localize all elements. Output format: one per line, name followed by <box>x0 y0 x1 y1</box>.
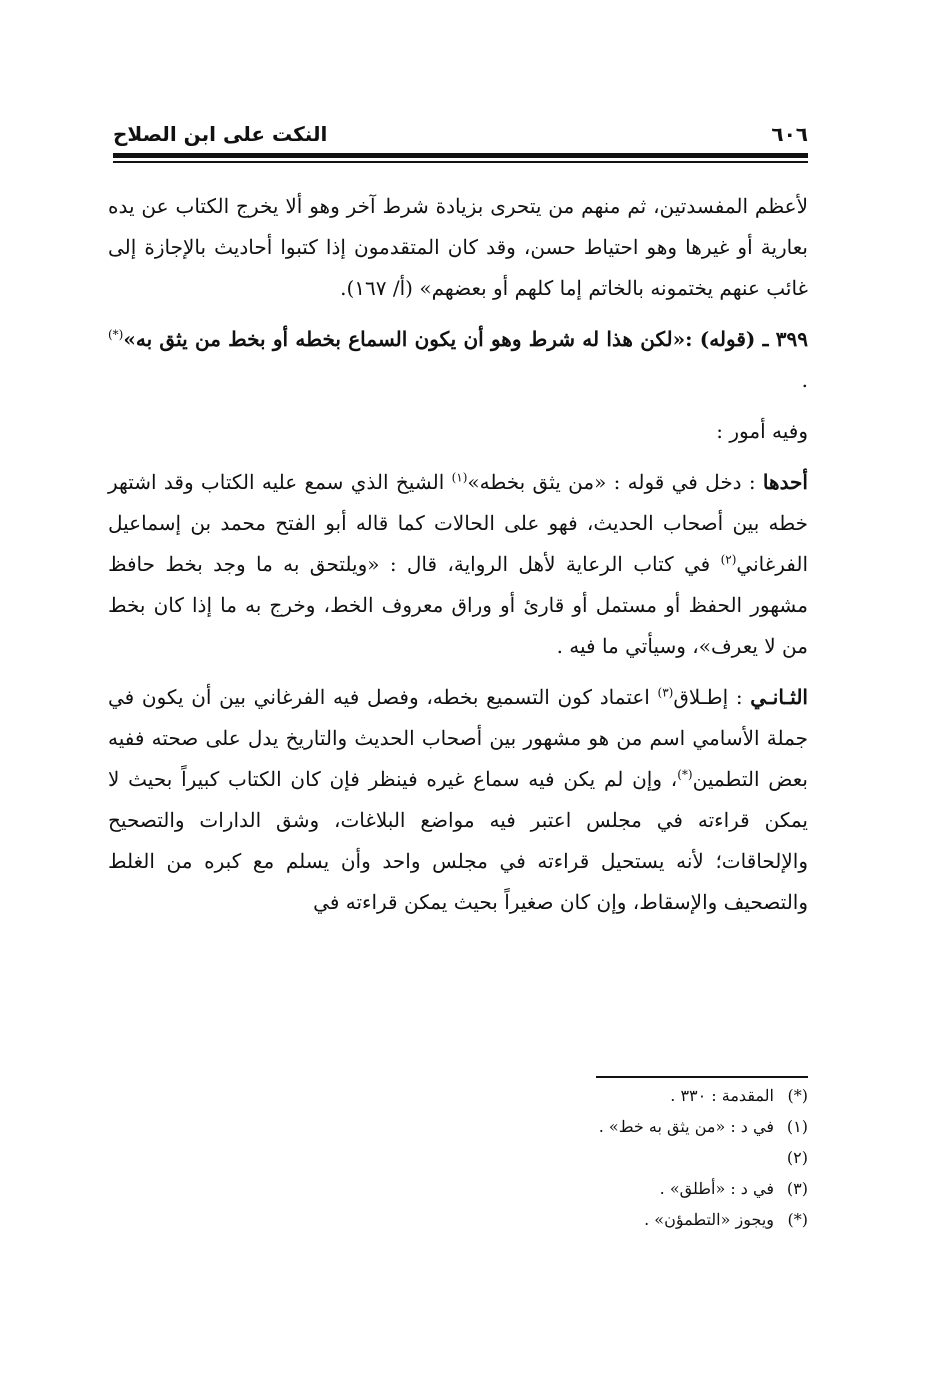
point-two-label: الثـانـي <box>750 685 808 709</box>
footnote-text: ويجوز «التطمؤن» . <box>644 1210 774 1229</box>
footnote-mark: (٣) <box>786 1179 808 1198</box>
paragraph-5-text-c: ، وإن لم يكن فيه سماع غيره فينظر فإن كان الكتاب كبيراً بحيث لا يمكن قراءته في مجلس اعتبر فيه مواضع البلاغات، وشق الدارات والتصحيح والإلحاقات؛ لأنه يستحيل قراءته في مجلس واحد وأن يسلم مع كبره من الغلط والتصحيف والإسقاط، وإن كان صغيراً بحيث يمكن قراءته في <box>108 767 808 914</box>
footnotes <box>308 1080 808 1235</box>
footnote <box>308 1204 808 1235</box>
note-ref-2: (٢) <box>720 552 737 567</box>
paragraph-4-text-c: في كتاب الرعاية لأهل الرواية، قال : «ويلتحق به ما وجد بخط حافظ مشهور الحفظ أو مستمل أو قارئ أو وراق معروف الخط، وخرج به ما إذا كان بخط من لا يعرف»، وسيأتي ما فيه . <box>108 552 808 658</box>
note-ref-1: (١) <box>451 470 468 485</box>
paragraph-4 <box>108 462 808 667</box>
footnote <box>308 1111 808 1142</box>
footnote-text: في د : «أطلق» . <box>659 1179 774 1198</box>
footnote <box>308 1173 808 1204</box>
running-head <box>113 116 808 146</box>
paragraph-5 <box>108 677 808 923</box>
note-ref-star: (*) <box>108 327 124 342</box>
header-rule-thick <box>113 153 808 158</box>
paragraph-1: لأعظم المفسدتين، ثم منهم من يتحرى بزيادة شرط آخر وهو ألا يخرج الكتاب عن يده بعارية أو غيرها وهو احتياط حسن، وقد كان المتقدمون إذا كتبوا أحاديث بالإجازة إلى غائب عنهم يختمونه بالخاتم إما كلهم أو بعضهم» (أ/ ١٦٧). <box>108 194 808 300</box>
footnote <box>308 1142 808 1173</box>
header-rule-thin <box>113 161 808 163</box>
note-ref-star-2: (*) <box>677 767 693 782</box>
footnote-text: في د : «من يثق به خط» . <box>598 1117 774 1136</box>
paragraph-2-quote <box>108 319 808 401</box>
quote-heading: ٣٩٩ ـ (قوله) :«لكن هذا له شرط وهو أن يكون السماع بخطه أو بخط من يثق به» <box>123 327 808 351</box>
paragraph-3: وفيه أمور : <box>716 419 808 443</box>
paragraph-4-text-b: الشيخ الذي سمع عليه الكتاب وقد اشتهر خطه بين أصحاب الحديث، فهو على الحالات كما قاله أبو الفتح محمد بن إسماعيل الفرغاني <box>108 470 808 576</box>
paragraph-4-text-a: : دخل في قوله : «من يثق بخطه» <box>467 470 763 494</box>
quote-end: . <box>801 368 808 392</box>
footnote <box>308 1080 808 1111</box>
footnote-mark: (*) <box>787 1086 808 1105</box>
note-ref-3: (٣) <box>657 685 674 700</box>
paragraph-5-text-a: : إطـلاق <box>673 685 751 709</box>
footnote-rule <box>596 1076 808 1078</box>
main-text <box>108 186 808 923</box>
book-title: النكت على ابن الصلاح <box>113 122 328 146</box>
point-one-label: أحدها <box>762 470 808 494</box>
footnote-mark: (*) <box>787 1210 808 1229</box>
paragraph-5-text-b: اعتماد كون التسميع بخطه، وفصل فيه الفرغاني بين أن يكون في جملة الأسامي اسم من هو مشهور بين أصحاب الحديث والتاريخ يدل على صحته ففيه بعض التطمين <box>108 685 808 791</box>
footnote-mark: (١) <box>786 1117 808 1136</box>
footnote-text: المقدمة : ٣٣٠ . <box>670 1086 774 1105</box>
footnote-mark: (٢) <box>786 1148 808 1167</box>
page-number: ٦٠٦ <box>771 122 808 146</box>
